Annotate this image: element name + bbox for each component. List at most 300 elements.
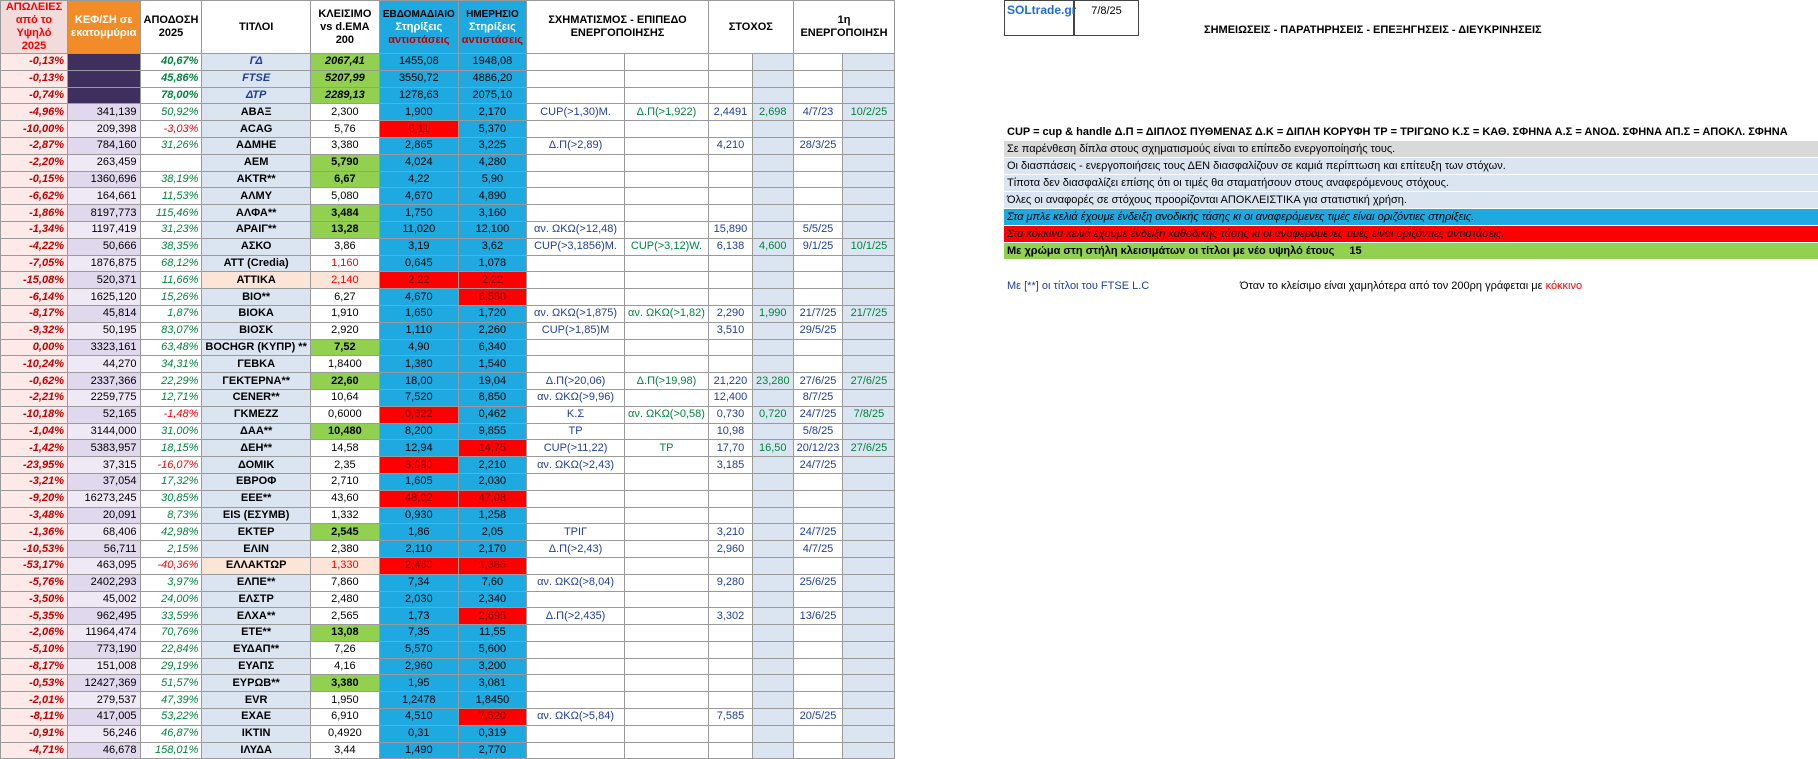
cell-close: 2,920: [310, 322, 379, 339]
cell-name: ΑΒΑΞ: [202, 104, 310, 121]
cell-loss: -3,48%: [1, 507, 68, 524]
table-row: [1, 87, 895, 104]
cell-cap: 16273,245: [68, 490, 141, 507]
cell-ds: 1,386: [458, 557, 526, 574]
cell-ws: 0,930: [379, 507, 458, 524]
cell-ret: 22,84%: [140, 641, 202, 658]
cell-name: EVR: [202, 692, 310, 709]
table-row: [1, 591, 895, 608]
cell-cap: 56,246: [68, 725, 141, 742]
cell-ret: 158,01%: [140, 742, 202, 759]
cell-t2: [752, 54, 793, 71]
table-row: [1, 658, 895, 675]
cell-a2: [843, 742, 895, 759]
table-row: [1, 625, 895, 642]
cell-a2: 27/6/25: [843, 440, 895, 457]
cell-name: ΕΛΣΤΡ: [202, 591, 310, 608]
notes-line-7-text: Με χρώμα στη στήλη κλεισιμάτων οι τίτλοι με νέο υψηλό έτους: [1007, 245, 1335, 257]
cell-ret: 2,15%: [140, 541, 202, 558]
cell-ds: 3,160: [458, 205, 526, 222]
table-row: [1, 641, 895, 658]
cell-a1: 24/7/25: [793, 406, 843, 423]
cell-pat: [527, 625, 625, 642]
cell-a1: 5/8/25: [793, 423, 843, 440]
cell-t1: 17,70: [708, 440, 752, 457]
cell-ds: 1,540: [458, 356, 526, 373]
cell-pat2: [625, 591, 709, 608]
cell-cap: 50,666: [68, 238, 141, 255]
cell-a2: [843, 709, 895, 726]
cell-t2: [752, 289, 793, 306]
cell-pat: [527, 87, 625, 104]
cell-close: 3,86: [310, 238, 379, 255]
cell-a1: [793, 742, 843, 759]
cell-loss: -2,06%: [1, 625, 68, 642]
notes-ftse-text: Με [**] οι τίτλοι του FTSE L.C: [1007, 280, 1150, 292]
cell-pat: ΤΡΙΓ: [527, 524, 625, 541]
cell-cap: 463,095: [68, 557, 141, 574]
cell-t2: 16,50: [752, 440, 793, 457]
cell-name: ΑΔΜΗΕ: [202, 137, 310, 154]
cell-ds: 5,370: [458, 121, 526, 138]
cell-pat: αν. ΩΚΩ(>1,875): [527, 305, 625, 322]
cell-loss: -0,74%: [1, 87, 68, 104]
cell-pat2: [625, 658, 709, 675]
cell-close: 2,35: [310, 457, 379, 474]
cell-loss: -10,00%: [1, 121, 68, 138]
cell-t1: 7,585: [708, 709, 752, 726]
cell-t2: [752, 692, 793, 709]
cell-t1: [708, 171, 752, 188]
cell-close: 4,16: [310, 658, 379, 675]
cell-a2: [843, 574, 895, 591]
cell-t2: [752, 70, 793, 87]
cell-close: 2,710: [310, 473, 379, 490]
cell-name: ΕΚΤΕΡ: [202, 524, 310, 541]
header-target: ΣΤΟΧΟΣ: [708, 1, 793, 54]
cell-name: ΕΤΕ**: [202, 625, 310, 642]
cell-close: 0,4920: [310, 725, 379, 742]
cell-t1: [708, 658, 752, 675]
cell-t2: [752, 154, 793, 171]
cell-loss: -1,34%: [1, 221, 68, 238]
cell-name: ΕΛΛΑΚΤΩΡ: [202, 557, 310, 574]
cell-a2: [843, 389, 895, 406]
cell-cap: 8197,773: [68, 205, 141, 222]
cell-ds: 4886,20: [458, 70, 526, 87]
cell-a2: [843, 692, 895, 709]
cell-loss: -10,24%: [1, 356, 68, 373]
cell-ret: 31,23%: [140, 221, 202, 238]
table-row: [1, 490, 895, 507]
cell-loss: -2,01%: [1, 692, 68, 709]
cell-cap: 52,165: [68, 406, 141, 423]
cell-ws: 7,520: [379, 389, 458, 406]
cell-t2: [752, 137, 793, 154]
cell-a1: [793, 473, 843, 490]
cell-ws: 2,865: [379, 137, 458, 154]
cell-cap: 2259,775: [68, 389, 141, 406]
cell-ds: 2,170: [458, 104, 526, 121]
cell-pat: [527, 171, 625, 188]
cell-loss: -2,20%: [1, 154, 68, 171]
cell-close: 2,140: [310, 272, 379, 289]
stocks-table: [0, 0, 895, 759]
cell-t2: [752, 255, 793, 272]
cell-ds: 1,8450: [458, 692, 526, 709]
table-body: [1, 54, 895, 759]
cell-close: 14,58: [310, 440, 379, 457]
cell-ds: 0,462: [458, 406, 526, 423]
header-weekly-res: αντιστάσεις: [388, 33, 450, 46]
cell-a1: 20/5/25: [793, 709, 843, 726]
cell-close: 2067,41: [310, 54, 379, 71]
cell-t1: 10,98: [708, 423, 752, 440]
table-row: [1, 406, 895, 423]
cell-cap: 46,678: [68, 742, 141, 759]
cell-t1: 2,290: [708, 305, 752, 322]
table-row: [1, 557, 895, 574]
cell-loss: -1,86%: [1, 205, 68, 222]
cell-ret: 11,66%: [140, 272, 202, 289]
cell-a1: [793, 54, 843, 71]
cell-name: ΑΕΜ: [202, 154, 310, 171]
cell-t2: [752, 625, 793, 642]
cell-cap: 3323,161: [68, 339, 141, 356]
cell-cap: 341,139: [68, 104, 141, 121]
cell-t1: 6,138: [708, 238, 752, 255]
cell-close: 2,380: [310, 541, 379, 558]
cell-pat2: αν. ΩΚΩ(>1,82): [625, 305, 709, 322]
cell-t1: 0,730: [708, 406, 752, 423]
cell-pat2: [625, 171, 709, 188]
cell-t2: 0,720: [752, 406, 793, 423]
cell-ws: 2,22: [379, 272, 458, 289]
cell-ret: 30,85%: [140, 490, 202, 507]
cell-a1: 25/6/25: [793, 574, 843, 591]
brand-cell: SOLtrade.gr: [1004, 0, 1074, 36]
cell-a2: [843, 658, 895, 675]
cell-ds: 6,550: [458, 289, 526, 306]
cell-close: 2289,13: [310, 87, 379, 104]
cell-ret: 40,67%: [140, 54, 202, 71]
cell-a1: [793, 692, 843, 709]
table-row: [1, 373, 895, 390]
cell-close: 3,380: [310, 137, 379, 154]
cell-ds: 2,260: [458, 322, 526, 339]
cell-pat: Δ.Π(>20,06): [527, 373, 625, 390]
cell-pat2: [625, 457, 709, 474]
cell-ws: 18,00: [379, 373, 458, 390]
cell-t1: [708, 591, 752, 608]
cell-a1: [793, 188, 843, 205]
cell-ret: 34,31%: [140, 356, 202, 373]
cell-t1: [708, 507, 752, 524]
cell-close: 6,910: [310, 709, 379, 726]
cell-a2: [843, 171, 895, 188]
cell-pat2: [625, 574, 709, 591]
cell-ds: 2,170: [458, 541, 526, 558]
cell-pat: CUP(>3,1856)Μ.: [527, 238, 625, 255]
cell-close: 5,080: [310, 188, 379, 205]
cell-loss: -15,08%: [1, 272, 68, 289]
cell-loss: -10,18%: [1, 406, 68, 423]
cell-t1: 2,960: [708, 541, 752, 558]
cell-pat: [527, 54, 625, 71]
cell-pat: Δ.Π(>2,43): [527, 541, 625, 558]
cell-loss: -3,50%: [1, 591, 68, 608]
cell-ws: 7,34: [379, 574, 458, 591]
cell-close: 2,480: [310, 591, 379, 608]
cell-cap: 2402,293: [68, 574, 141, 591]
cell-pat: CUP(>1,85)Μ: [527, 322, 625, 339]
cell-pat2: [625, 356, 709, 373]
cell-cap: 1197,419: [68, 221, 141, 238]
cell-ds: 2,22: [458, 272, 526, 289]
header-return: ΑΠΟΔΟΣΗ 2025: [140, 1, 202, 54]
cell-pat2: [625, 641, 709, 658]
cell-t1: [708, 356, 752, 373]
cell-pat: [527, 692, 625, 709]
cell-ret: 78,00%: [140, 87, 202, 104]
cell-name: ΓΕΚΤΕΡΝΑ**: [202, 373, 310, 390]
cell-cap: [68, 54, 141, 71]
cell-ds: 4,890: [458, 188, 526, 205]
cell-pat: [527, 289, 625, 306]
cell-a2: [843, 87, 895, 104]
cell-name: ΒΙΟ**: [202, 289, 310, 306]
cell-pat2: Δ.Π(>1,922): [625, 104, 709, 121]
cell-cap: 1876,875: [68, 255, 141, 272]
cell-t2: [752, 725, 793, 742]
cell-t1: [708, 255, 752, 272]
cell-pat: [527, 205, 625, 222]
cell-a1: [793, 625, 843, 642]
table-row: [1, 188, 895, 205]
cell-close: 7,52: [310, 339, 379, 356]
cell-pat: CUP(>1,30)Μ.: [527, 104, 625, 121]
table-row: [1, 541, 895, 558]
cell-ret: -1,48%: [140, 406, 202, 423]
table-row: [1, 121, 895, 138]
cell-t2: [752, 490, 793, 507]
cell-pat2: [625, 507, 709, 524]
cell-t2: [752, 272, 793, 289]
cell-a2: 21/7/25: [843, 305, 895, 322]
cell-t2: [752, 322, 793, 339]
cell-ws: 4,22: [379, 171, 458, 188]
notes-line-7: [1004, 243, 1818, 259]
cell-loss: -53,17%: [1, 557, 68, 574]
cell-ws: 7,35: [379, 625, 458, 642]
cell-pat: [527, 675, 625, 692]
cell-t2: 23,280: [752, 373, 793, 390]
cell-pat: [527, 742, 625, 759]
cell-t1: [708, 742, 752, 759]
cell-ret: 24,00%: [140, 591, 202, 608]
notes-line-5: Στα μπλε κελιά έχουμε ένδειξη ανοδικής τάσης κι οι αναφερόμενες τιμές είναι οριζόντιες στηρίξεις.: [1004, 209, 1818, 225]
cell-a1: 4/7/23: [793, 104, 843, 121]
cell-cap: 1360,696: [68, 171, 141, 188]
table-row: [1, 473, 895, 490]
cell-t1: [708, 641, 752, 658]
cell-pat2: [625, 289, 709, 306]
header-daily-res: αντιστάσεις: [461, 33, 524, 46]
cell-pat: [527, 154, 625, 171]
cell-cap: 12427,369: [68, 675, 141, 692]
table-row: [1, 289, 895, 306]
cell-ret: 50,92%: [140, 104, 202, 121]
cell-a2: [843, 423, 895, 440]
cell-ds: 2,695: [458, 608, 526, 625]
cell-close: 1,8400: [310, 356, 379, 373]
cell-name: ΓΔ: [202, 54, 310, 71]
cell-cap: 209,398: [68, 121, 141, 138]
cell-a1: 29/5/25: [793, 322, 843, 339]
cell-pat2: [625, 709, 709, 726]
cell-close: 6,27: [310, 289, 379, 306]
cell-pat: αν. ΩΚΩ(>8,04): [527, 574, 625, 591]
cell-name: EIS (ΕΣΥΜΒ): [202, 507, 310, 524]
cell-a1: [793, 255, 843, 272]
cell-ds: 2,030: [458, 473, 526, 490]
cell-ds: 2,210: [458, 457, 526, 474]
cell-ret: 17,32%: [140, 473, 202, 490]
cell-pat2: [625, 54, 709, 71]
cell-t1: [708, 205, 752, 222]
cell-pat2: [625, 490, 709, 507]
cell-t2: [752, 221, 793, 238]
cell-ds: 9,855: [458, 423, 526, 440]
cell-t1: 3,510: [708, 322, 752, 339]
cell-close: 1,160: [310, 255, 379, 272]
cell-t1: [708, 625, 752, 642]
notes-line-6: Στα κόκκινα κελιά έχουμε ένδειξη καθοδικής τάσης κι οι αναφερόμενες τιμές είναι οριζόντιες αντιστάσεις.: [1004, 226, 1818, 242]
cell-cap: 962,495: [68, 608, 141, 625]
cell-ws: 1,900: [379, 104, 458, 121]
cell-a1: 4/7/25: [793, 541, 843, 558]
cell-loss: -1,36%: [1, 524, 68, 541]
cell-ret: 53,22%: [140, 709, 202, 726]
cell-close: 2,545: [310, 524, 379, 541]
cell-close: 7,26: [310, 641, 379, 658]
table-row: [1, 608, 895, 625]
cell-pat: [527, 490, 625, 507]
cell-name: AKTR**: [202, 171, 310, 188]
cell-ws: 2,460: [379, 557, 458, 574]
cell-pat2: αν. ΩΚΩ(>0,58): [625, 406, 709, 423]
cell-ws: 6,11: [379, 121, 458, 138]
cell-loss: -7,05%: [1, 255, 68, 272]
cell-loss: -8,17%: [1, 658, 68, 675]
cell-a2: 27/6/25: [843, 373, 895, 390]
cell-name: ΕΛΙΝ: [202, 541, 310, 558]
cell-t2: [752, 171, 793, 188]
cell-pat2: [625, 137, 709, 154]
cell-pat2: [625, 524, 709, 541]
cell-ws: 4,510: [379, 709, 458, 726]
cell-name: ΕΧΑΕ: [202, 709, 310, 726]
table-row: [1, 54, 895, 71]
cell-ds: 2,340: [458, 591, 526, 608]
cell-t1: [708, 490, 752, 507]
cell-name: ΔΤΡ: [202, 87, 310, 104]
cell-pat: [527, 658, 625, 675]
cell-pat2: [625, 255, 709, 272]
cell-t2: [752, 641, 793, 658]
table-row: [1, 457, 895, 474]
cell-ds: 4,280: [458, 154, 526, 171]
cell-loss: -1,04%: [1, 423, 68, 440]
cell-ret: 31,26%: [140, 137, 202, 154]
notes-legend: CUP = cup & handle Δ.Π = ΔΙΠΛΟΣ ΠΥΘΜΕΝΑΣ Δ.Κ = ΔΙΠΛΗ ΚΟΡΥΦΗ ΤΡ = ΤΡΙΓΩΝΟ Κ.Σ = ΚΑΘ. ΣΦΗΝΑ Α.Σ = ΑΝΟΔ. ΣΦΗΝΑ ΑΠ.Σ = ΑΠΟΚΛ. ΣΦΗΝΑ: [1007, 126, 1788, 138]
cell-ds: 47,08: [458, 490, 526, 507]
cell-loss: -10,53%: [1, 541, 68, 558]
cell-pat2: [625, 272, 709, 289]
cell-ws: 2,960: [379, 658, 458, 675]
cell-a1: 24/7/25: [793, 524, 843, 541]
cell-ret: 38,19%: [140, 171, 202, 188]
cell-a2: [843, 137, 895, 154]
notes-line-4: Όλες οι αναφορές σε στόχους προορίζονται ΑΠΟΚΛΕΙΣΤΙΚΑ για στατιστική χρήση.: [1004, 192, 1818, 208]
cell-close: 1,332: [310, 507, 379, 524]
notes-line-1: Σε παρένθεση δίπλα στους σχηματισμούς είναι το επίπεδο ενεργοποίησής τους.: [1004, 141, 1818, 157]
cell-ws: 2,110: [379, 541, 458, 558]
cell-t1: [708, 87, 752, 104]
cell-ds: 14,75: [458, 440, 526, 457]
cell-cap: 56,711: [68, 541, 141, 558]
cell-close: 3,44: [310, 742, 379, 759]
cell-cap: [68, 87, 141, 104]
cell-cap: 1625,120: [68, 289, 141, 306]
cell-close: 5,76: [310, 121, 379, 138]
cell-pat2: [625, 205, 709, 222]
cell-pat2: [625, 742, 709, 759]
cell-ret: 29,19%: [140, 658, 202, 675]
notes-title: ΣΗΜΕΙΩΣΕΙΣ - ΠΑΡΑΤΗΡΗΣΕΙΣ - ΕΠΕΞΗΓΗΣΕΙΣ - ΔΙΕΥΚΡΙΝΗΣΕΙΣ: [1204, 24, 1542, 36]
cell-a2: [843, 255, 895, 272]
cell-t1: 2,4491: [708, 104, 752, 121]
cell-loss: -0,91%: [1, 725, 68, 742]
cell-close: 43,60: [310, 490, 379, 507]
table-row: [1, 104, 895, 121]
cell-ret: 47,39%: [140, 692, 202, 709]
cell-a1: [793, 507, 843, 524]
cell-cap: 44,270: [68, 356, 141, 373]
cell-t2: [752, 557, 793, 574]
cell-name: ΑΤΤΙΚΑ: [202, 272, 310, 289]
cell-close: 10,480: [310, 423, 379, 440]
cell-pat2: [625, 121, 709, 138]
cell-t2: [752, 457, 793, 474]
cell-ret: 18,15%: [140, 440, 202, 457]
cell-ws: 48,02: [379, 490, 458, 507]
cell-pat: [527, 591, 625, 608]
cell-pat2: [625, 473, 709, 490]
cell-t2: [752, 121, 793, 138]
cell-a2: 7/8/25: [843, 406, 895, 423]
cell-close: 13,28: [310, 221, 379, 238]
cell-a1: [793, 675, 843, 692]
cell-name: ΕΥΡΩΒ**: [202, 675, 310, 692]
cell-loss: -6,62%: [1, 188, 68, 205]
cell-a1: 24/7/25: [793, 457, 843, 474]
cell-name: ΑΛΦΑ**: [202, 205, 310, 222]
cell-ws: 2,030: [379, 591, 458, 608]
cell-t1: [708, 121, 752, 138]
cell-ds: 11,55: [458, 625, 526, 642]
cell-a2: [843, 54, 895, 71]
